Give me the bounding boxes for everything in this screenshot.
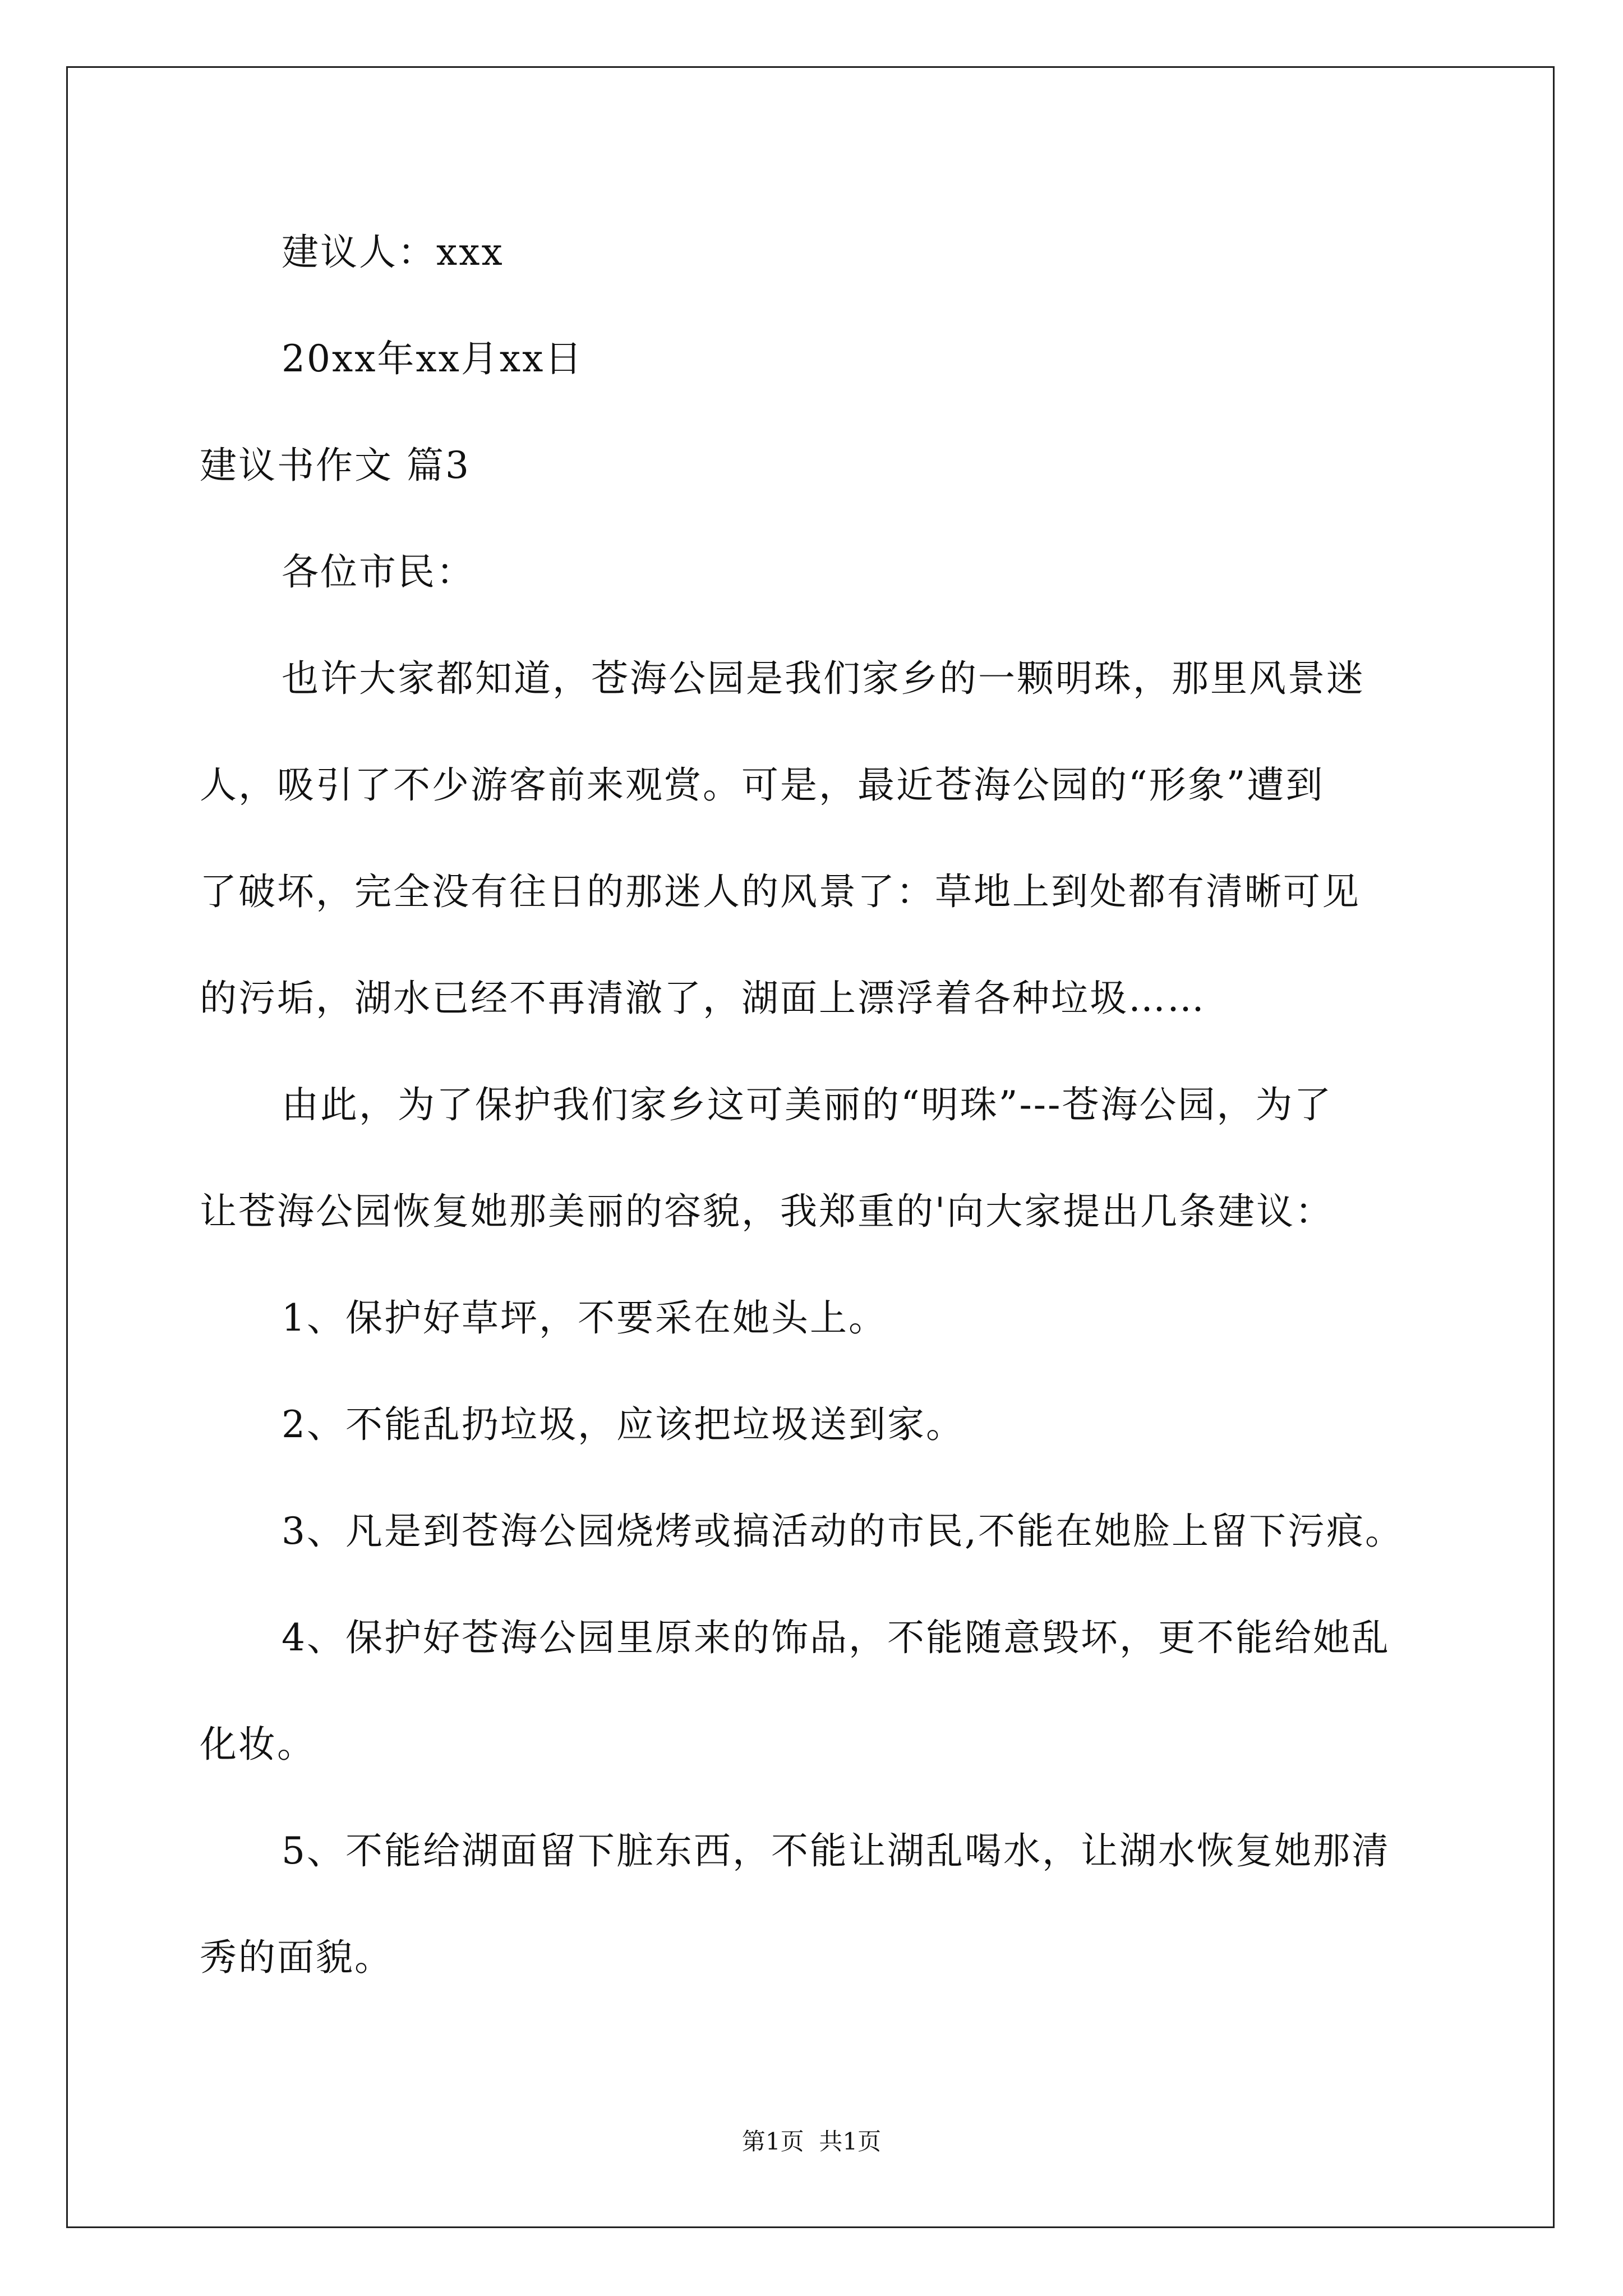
- suggestion-4-line-2: 化妆。: [200, 1723, 316, 1766]
- suggestion-3: 3、凡是到苍海公园烧烤或搞活动的市民,不能在她脸上留下污痕。: [282, 1510, 1404, 1553]
- suggestion-5-line-2: 秀的面貌。: [200, 1936, 393, 1979]
- suggestion-2: 2、不能乱扔垃圾，应该把垃圾送到家。: [282, 1403, 965, 1446]
- page-border: [66, 66, 1555, 2228]
- suggestion-5-line-1: 5、不能给湖面留下脏东西，不能让湖乱喝水，让湖水恢复她那清: [282, 1829, 1390, 1872]
- date-line: 20xx年xx月xx日: [282, 337, 584, 380]
- paragraph-1-line-2: 人，吸引了不少游客前来观赏。可是，最近苍海公园的“形象”遭到: [200, 763, 1325, 807]
- section-title: 建议书作文 篇3: [200, 444, 471, 487]
- salutation: 各位市民：: [282, 550, 475, 593]
- suggestion-1: 1、保护好草坪，不要采在她头上。: [282, 1296, 887, 1340]
- proposer-line: 建议人：xxx: [282, 231, 504, 274]
- paragraph-2-line-1: 由此，为了保护我们家乡这可美丽的“明珠”---苍海公园，为了: [282, 1083, 1333, 1126]
- paragraph-2-line-2: 让苍海公园恢复她那美丽的容貌，我郑重的'向大家提出几条建议：: [200, 1190, 1334, 1233]
- suggestion-4-line-1: 4、保护好苍海公园里原来的饰品，不能随意毁坏，更不能给她乱: [282, 1616, 1390, 1659]
- paragraph-1-line-1: 也许大家都知道，苍海公园是我们家乡的一颗明珠，那里风景迷: [282, 657, 1365, 700]
- page-footer: 第1页 共1页: [741, 2128, 882, 2155]
- paragraph-1-line-3: 了破坏，完全没有往日的那迷人的风景了：草地上到处都有清晰可见: [200, 870, 1361, 913]
- paragraph-1-line-4: 的污垢，湖水已经不再清澈了，湖面上漂浮着各种垃圾……: [200, 977, 1206, 1020]
